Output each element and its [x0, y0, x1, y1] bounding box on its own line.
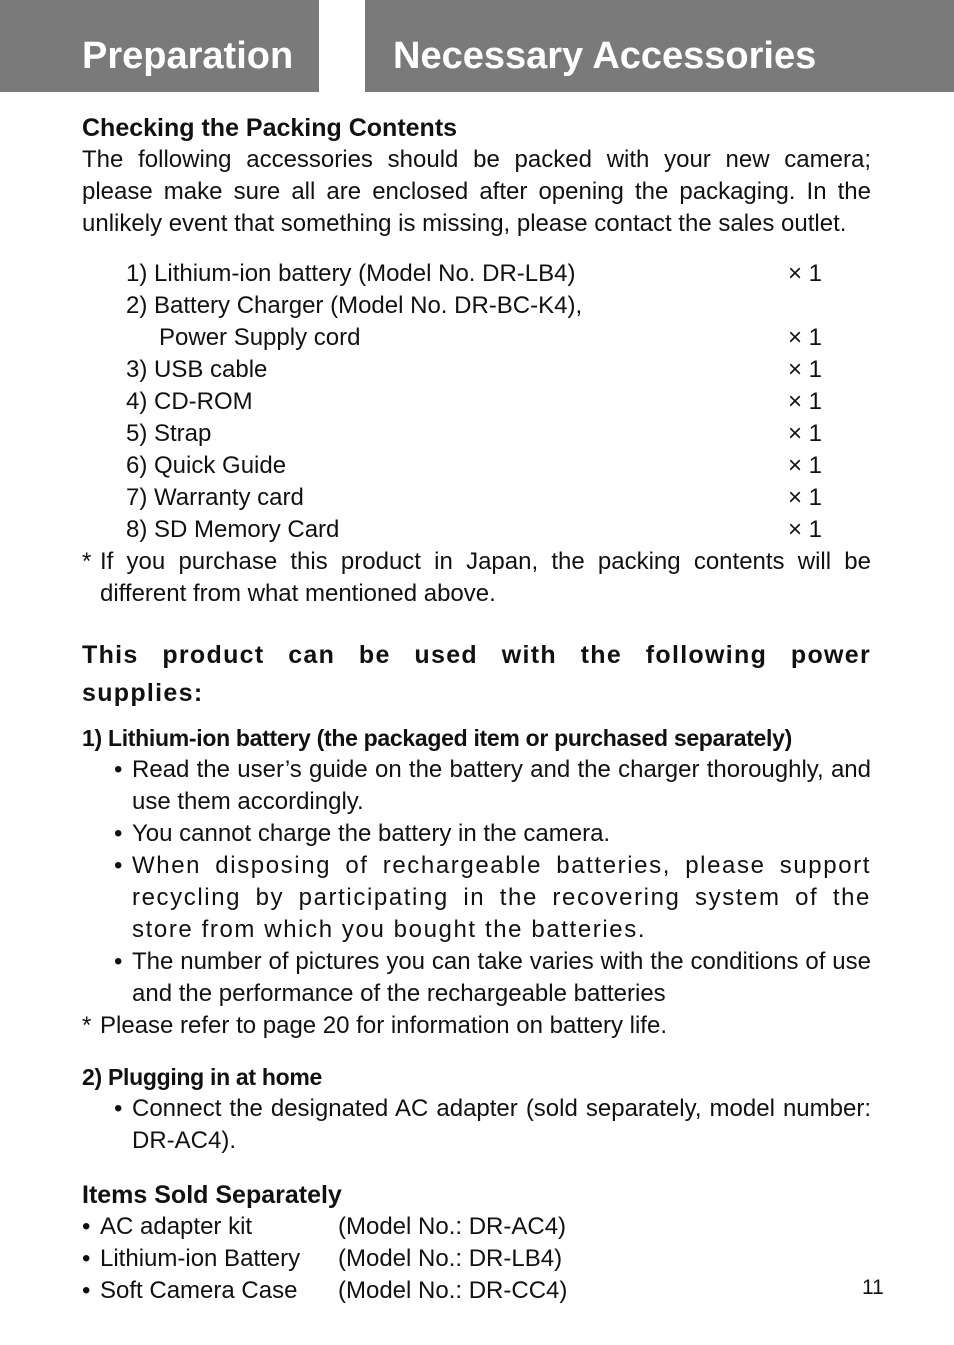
bullet-item [82, 850, 871, 946]
packing-item [82, 514, 871, 546]
sold-heading: Items Sold Separately [82, 1181, 342, 1209]
packing-item-qty: × 1 [788, 516, 823, 543]
sold-item-name: AC adapter kit [100, 1213, 253, 1240]
bullet-dot: • [82, 1213, 91, 1240]
packing-item [82, 290, 871, 322]
page-title-tab [365, 0, 954, 92]
packing-item-label: 3) USB cable [126, 356, 268, 383]
page-title: Necessary Accessories [393, 35, 817, 77]
packing-item-label: 5) Strap [126, 420, 212, 447]
bullet-text: You cannot charge the battery in the camera. [132, 820, 611, 847]
page-number: 11 [862, 1276, 884, 1299]
sold-section [82, 1179, 871, 1307]
bullet-dot: • [114, 820, 123, 847]
sold-item-model: (Model No.: DR-AC4) [338, 1213, 567, 1240]
power-heading: This product can be used with the following power supplies: [82, 641, 871, 707]
packing-intro: The following accessories should be packed with your new camera; please make sure all are enclosed after opening the packaging. In the unlikely event that something is missing, please contact the sales outlet. [82, 146, 871, 237]
bullet-dot: • [82, 1245, 91, 1272]
home-section [82, 1061, 871, 1157]
sold-item [82, 1211, 871, 1243]
packing-item-qty: × 1 [788, 452, 823, 479]
packing-item-label: 2) Battery Charger (Model No. DR-BC-K4), [126, 292, 583, 319]
sold-item [82, 1275, 871, 1307]
packing-item [82, 386, 871, 418]
sold-item-name: Lithium-ion Battery [100, 1245, 301, 1272]
packing-item-qty: × 1 [788, 420, 823, 447]
bullet-item [82, 946, 871, 1010]
section-tab [0, 0, 319, 92]
packing-item [82, 258, 871, 290]
battery-bullets [82, 754, 871, 1010]
sold-item-name: Soft Camera Case [100, 1277, 298, 1304]
packing-item-label: 7) Warranty card [126, 484, 304, 511]
sold-item-model: (Model No.: DR-CC4) [338, 1277, 568, 1304]
battery-heading: 1) Lithium-ion battery (the packaged item or purchased separately) [82, 725, 792, 751]
bullet-text: When disposing of rechargeable batteries, please support recycling by participating in the recovering system of the store from which you bought the batteries. [132, 852, 871, 943]
bullet-text: Connect the designated AC adapter (sold separately, model number: DR-AC4). [132, 1095, 871, 1154]
bullet-dot: • [114, 1095, 123, 1122]
packing-item-qty: × 1 [788, 356, 823, 383]
bullet-text: The number of pictures you can take varies with the conditions of use and the performance of the rechargeable batteries [132, 948, 871, 1007]
sold-item [82, 1243, 871, 1275]
packing-item-qty: × 1 [788, 324, 823, 351]
bullet-item [82, 1093, 871, 1157]
packing-heading: Checking the Packing Contents [82, 114, 458, 142]
battery-note [82, 1010, 871, 1042]
bullet-dot: • [114, 948, 123, 975]
bullet-dot: • [114, 756, 123, 783]
section-title: Preparation [82, 35, 294, 77]
packing-item [82, 322, 871, 354]
battery-note-text: Please refer to page 20 for information on battery life. [100, 1012, 667, 1039]
packing-item [82, 354, 871, 386]
packing-item-qty: × 1 [788, 260, 823, 287]
bullet-text: Read the user’s guide on the battery and the charger thoroughly, and use them accordingly. [132, 756, 871, 815]
bullet-item [82, 754, 871, 818]
packing-item-label: Power Supply cord [159, 324, 361, 351]
battery-section [82, 722, 871, 1042]
packing-list [82, 258, 871, 546]
packing-item-qty: × 1 [788, 388, 823, 415]
sold-list [82, 1211, 871, 1307]
packing-note-text: If you purchase this product in Japan, the packing contents will be different from what mentioned above. [100, 548, 871, 607]
bullet-item [82, 818, 871, 850]
asterisk-mark: * [82, 1012, 92, 1039]
sold-item-model: (Model No.: DR-LB4) [338, 1245, 563, 1272]
packing-item-label: 1) Lithium-ion battery (Model No. DR-LB4) [126, 260, 576, 287]
packing-item-qty: × 1 [788, 484, 823, 511]
packing-item-label: 6) Quick Guide [126, 452, 287, 479]
packing-item [82, 482, 871, 514]
packing-item [82, 418, 871, 450]
home-heading: 2) Plugging in at home [82, 1064, 323, 1090]
home-bullets [82, 1093, 871, 1157]
packing-item [82, 450, 871, 482]
asterisk-mark: * [82, 548, 92, 575]
packing-item-label: 4) CD-ROM [126, 388, 253, 415]
packing-note [82, 546, 871, 610]
bullet-dot: • [82, 1277, 91, 1304]
page-content [82, 112, 871, 1307]
bullet-dot: • [114, 852, 125, 879]
packing-item-label: 8) SD Memory Card [126, 516, 340, 543]
